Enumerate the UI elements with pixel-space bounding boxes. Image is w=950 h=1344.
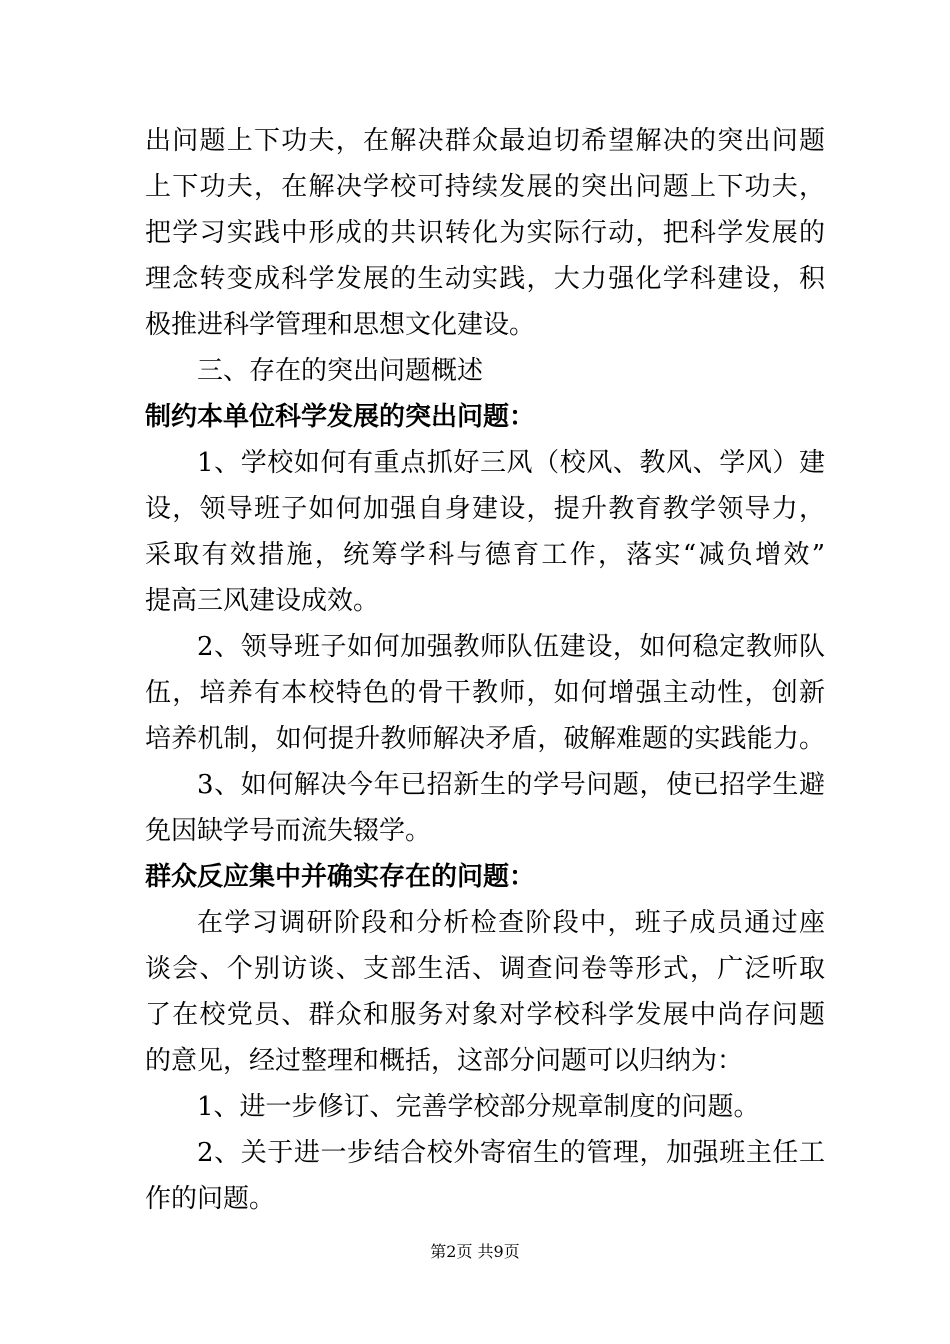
text-line: 极推进科学管理和思想文化建设。	[145, 310, 536, 340]
text-line: 谈会、个别访谈、支部生活、调查问卷等形式，广泛听取	[145, 954, 825, 984]
text-line: 在学习调研阶段和分析检查阶段中，班子成员通过座	[197, 908, 825, 938]
text-line: 2、领导班子如何加强教师队伍建设，如何稳定教师队	[197, 632, 825, 662]
text-line: 免因缺学号而流失辍学。	[145, 816, 432, 846]
text-line: 上下功夫，在解决学校可持续发展的突出问题上下功夫，	[145, 172, 825, 202]
text-line: 理念转变成科学发展的生动实践，大力强化学科建设，积	[145, 264, 825, 294]
section-heading: 三、存在的突出问题概述	[197, 356, 484, 386]
text-line: 的意见，经过整理和概括，这部分问题可以归纳为：	[145, 1046, 744, 1076]
text-line: 培养机制，如何提升教师解决矛盾，破解难题的实践能力。	[145, 724, 825, 754]
subheading: 群众反应集中并确实存在的问题：	[145, 862, 536, 892]
text-line: 采取有效措施，统筹学科与德育工作，落实“减负增效”	[145, 540, 825, 570]
text-line: 设，领导班子如何加强自身建设，提升教育教学领导力，	[145, 494, 825, 524]
text-line: 伍，培养有本校特色的骨干教师，如何增强主动性，创新	[145, 678, 825, 708]
text-line: 提高三风建设成效。	[145, 586, 380, 616]
text-line: 出问题上下功夫，在解决群众最迫切希望解决的突出问题	[145, 126, 825, 156]
text-line: 作的问题。	[145, 1184, 276, 1214]
subheading: 制约本单位科学发展的突出问题：	[145, 402, 536, 432]
text-line: 1、进一步修订、完善学校部分规章制度的问题。	[197, 1092, 760, 1122]
text-line: 把学习实践中形成的共识转化为实际行动，把科学发展的	[145, 218, 825, 248]
text-line: 3、如何解决今年已招新生的学号问题，使已招学生避	[197, 770, 825, 800]
text-line: 1、学校如何有重点抓好三风（校风、教风、学风）建	[197, 448, 825, 478]
text-line: 2、关于进一步结合校外寄宿生的管理，加强班主任工	[197, 1138, 825, 1168]
text-line: 了在校党员、群众和服务对象对学校科学发展中尚存问题	[145, 1000, 825, 1030]
page-number: 第2页 共9页	[430, 1242, 520, 1261]
